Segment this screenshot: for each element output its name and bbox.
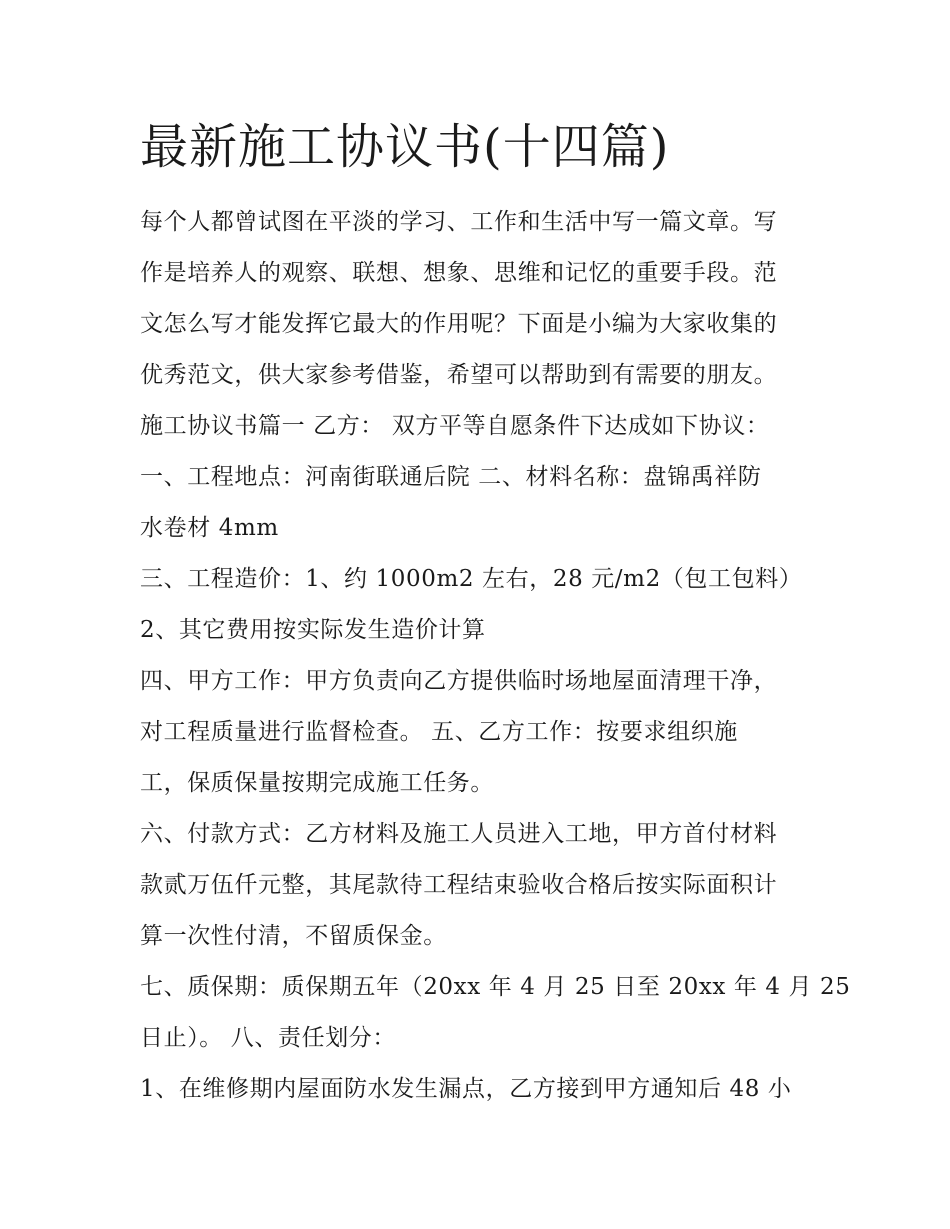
text-line: 1、在维修期内屋面防水发生漏点，乙方接到甲方通知后 48 小 — [140, 1076, 792, 1102]
text-line: 款贰万伍仟元整，其尾款待工程结束验收合格后按实际面积计 — [140, 872, 778, 898]
text-line: 工，保质保量按期完成施工任务。 — [140, 770, 494, 796]
document-title: 最新施工协议书(十四篇) — [140, 119, 670, 175]
text-line: 四、甲方工作：甲方负责向乙方提供临时场地屋面清理干净， — [140, 668, 778, 694]
text-line: 算一次性付清，不留质保金。 — [140, 923, 447, 949]
text-line: 文怎么写才能发挥它最大的作用呢？下面是小编为大家收集的 — [140, 311, 778, 337]
text-line: 施工协议书篇一 乙方： 双方平等自愿条件下达成如下协议： — [140, 413, 770, 439]
text-line: 作是培养人的观察、联想、想象、思维和记忆的重要手段。范 — [140, 260, 778, 286]
document-body — [140, 197, 851, 1115]
text-line: 一、工程地点：河南街联通后院 二、材料名称：盘锦禹祥防 — [140, 464, 762, 490]
text-line: 优秀范文，供大家参考借鉴，希望可以帮助到有需要的朋友。 — [140, 362, 778, 388]
text-line: 2、其它费用按实际发生造价计算 — [140, 617, 486, 643]
text-line: 六、付款方式：乙方材料及施工人员进入工地，甲方首付材料 — [140, 821, 778, 847]
text-line: 每个人都曾试图在平淡的学习、工作和生活中写一篇文章。写 — [140, 209, 778, 235]
text-line: 七、质保期：质保期五年（20xx 年 4 月 25 日至 20xx 年 4 月 25 — [140, 974, 851, 1000]
text-line: 对工程质量进行监督检查。 五、乙方工作：按要求组织施 — [140, 719, 738, 745]
text-line: 日止）。 八、责任划分： — [140, 1025, 397, 1051]
text-line: 三、工程造价：1、约 1000m2 左右，28 元/m2（包工包料） — [140, 566, 803, 592]
text-line: 水卷材 4mm — [140, 515, 279, 541]
